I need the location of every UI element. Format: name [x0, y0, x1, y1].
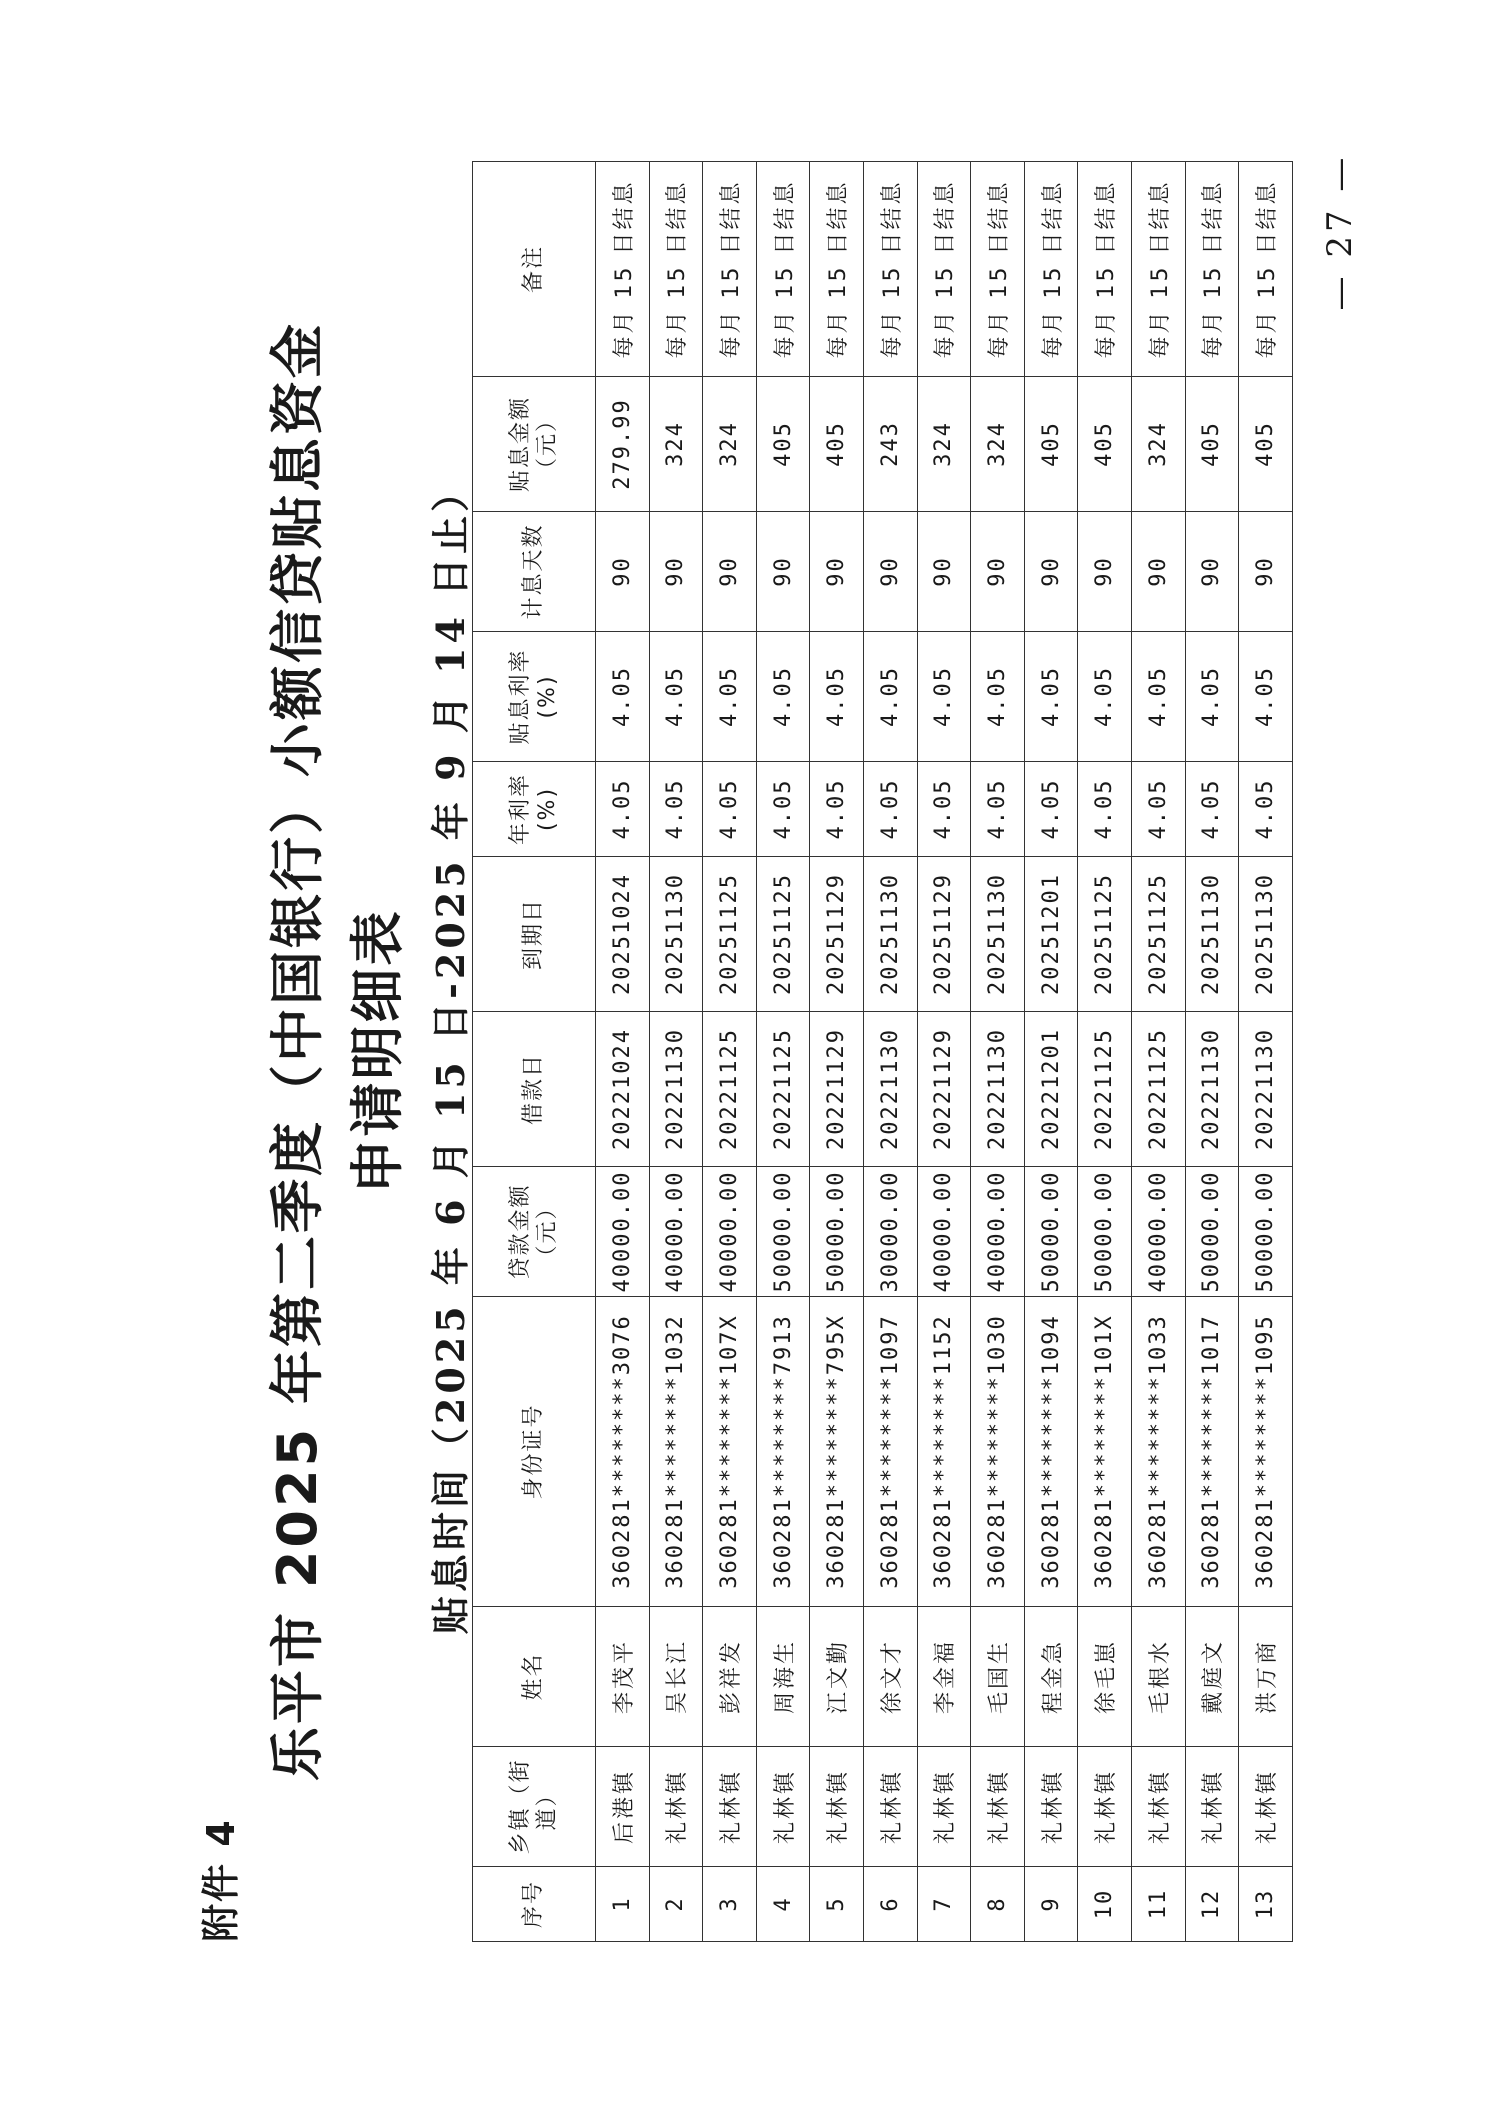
- table-cell: 405: [1024, 377, 1078, 512]
- table-cell: 礼林镇: [649, 1747, 703, 1867]
- table-cell: 7: [917, 1867, 971, 1942]
- table-row: [1024, 162, 1078, 1942]
- table-cell: 每月 15 日结息: [756, 162, 810, 377]
- table-cell: 90: [1024, 512, 1078, 632]
- table-cell: 20221125: [1078, 1012, 1132, 1167]
- table-header-row: [473, 162, 596, 1942]
- table-cell: 20251129: [917, 857, 971, 1012]
- col-header: 借款日: [473, 1012, 596, 1167]
- table-cell: 324: [917, 377, 971, 512]
- table-cell: 20221130: [1239, 1012, 1293, 1167]
- table-cell: 40000.00: [596, 1167, 650, 1297]
- table-cell: 90: [1078, 512, 1132, 632]
- table-cell: 20251129: [810, 857, 864, 1012]
- table-cell: 4.05: [756, 632, 810, 762]
- table-cell: 礼林镇: [917, 1747, 971, 1867]
- table-cell: 20251201: [1024, 857, 1078, 1012]
- table-cell: 90: [756, 512, 810, 632]
- table-row: [1239, 162, 1293, 1942]
- table-cell: 4.05: [649, 632, 703, 762]
- table-cell: 90: [971, 512, 1025, 632]
- table-row: [863, 162, 917, 1942]
- table-cell: 360281********1094: [1024, 1297, 1078, 1607]
- table-cell: 20221125: [703, 1012, 757, 1167]
- col-header: 贷款金额（元）: [473, 1167, 596, 1297]
- table-cell: 324: [703, 377, 757, 512]
- table-cell: 20221130: [863, 1012, 917, 1167]
- table-cell: 每月 15 日结息: [1131, 162, 1185, 377]
- table-row: [917, 162, 971, 1942]
- col-header: 计息天数: [473, 512, 596, 632]
- table-cell: 礼林镇: [863, 1747, 917, 1867]
- table-cell: 8: [971, 1867, 1025, 1942]
- table-cell: 每月 15 日结息: [917, 162, 971, 377]
- table-cell: 360281********1030: [971, 1297, 1025, 1607]
- table-cell: 360281********1017: [1185, 1297, 1239, 1607]
- table-cell: 20251125: [703, 857, 757, 1012]
- table-cell: 360281********1097: [863, 1297, 917, 1607]
- table-cell: 5: [810, 1867, 864, 1942]
- table-cell: 4.05: [596, 632, 650, 762]
- table-cell: 4.05: [756, 762, 810, 857]
- table-cell: 279.99: [596, 377, 650, 512]
- page-number: — 27 —: [1320, 153, 1360, 311]
- table-cell: 360281********1095: [1239, 1297, 1293, 1607]
- table-cell: 13: [1239, 1867, 1293, 1942]
- table-cell: 360281********3076: [596, 1297, 650, 1607]
- table-cell: 360281********795X: [810, 1297, 864, 1607]
- table-cell: 20221125: [1131, 1012, 1185, 1167]
- col-header: 年利率(%): [473, 762, 596, 857]
- col-header: 身份证号: [473, 1297, 596, 1607]
- table-row: [810, 162, 864, 1942]
- table-row: [756, 162, 810, 1942]
- table-cell: 4.05: [1131, 762, 1185, 857]
- table-cell: 20221125: [756, 1012, 810, 1167]
- table-cell: 11: [1131, 1867, 1185, 1942]
- subsidy-period: 贴息时间（2025 年 6 月 15 日-2025 年 9 月 14 日止）: [428, 469, 473, 1635]
- table-cell: 4.05: [1078, 762, 1132, 857]
- col-header: 贴息利率(%): [473, 632, 596, 762]
- col-header: 到期日: [473, 857, 596, 1012]
- table-cell: 每月 15 日结息: [1078, 162, 1132, 377]
- table-cell: 405: [1185, 377, 1239, 512]
- document-title-line2: 申请明细表: [346, 908, 409, 1194]
- table-row: [649, 162, 703, 1942]
- table-cell: 90: [863, 512, 917, 632]
- table-cell: 90: [810, 512, 864, 632]
- table-cell: 每月 15 日结息: [703, 162, 757, 377]
- table-cell: 4.05: [703, 762, 757, 857]
- table-cell: 20251125: [1078, 857, 1132, 1012]
- table-cell: 90: [917, 512, 971, 632]
- table-cell: 40000.00: [703, 1167, 757, 1297]
- table-cell: 20221201: [1024, 1012, 1078, 1167]
- table-cell: 吴长江: [649, 1607, 703, 1747]
- table-cell: 4.05: [703, 632, 757, 762]
- table-cell: 毛国生: [971, 1607, 1025, 1747]
- table-cell: 50000.00: [810, 1167, 864, 1297]
- table-cell: 4.05: [971, 632, 1025, 762]
- table-cell: 4.05: [917, 632, 971, 762]
- table-cell: 4.05: [1024, 632, 1078, 762]
- table-cell: 礼林镇: [1131, 1747, 1185, 1867]
- table-cell: 礼林镇: [703, 1747, 757, 1867]
- table-cell: 40000.00: [1131, 1167, 1185, 1297]
- col-header: 乡镇（街道）: [473, 1747, 596, 1867]
- table-cell: 4.05: [1185, 632, 1239, 762]
- table-cell: 4: [756, 1867, 810, 1942]
- table-cell: 360281********107X: [703, 1297, 757, 1607]
- table-cell: 4.05: [1078, 632, 1132, 762]
- table-cell: 4.05: [1185, 762, 1239, 857]
- table-cell: 后港镇: [596, 1747, 650, 1867]
- table-cell: 李茂平: [596, 1607, 650, 1747]
- table-cell: 6: [863, 1867, 917, 1942]
- table-cell: 礼林镇: [1078, 1747, 1132, 1867]
- table-cell: 90: [1239, 512, 1293, 632]
- document-title: 乐平市 2025 年第二季度（中国银行）小额信贷贴息资金: [266, 321, 329, 1781]
- table-cell: 每月 15 日结息: [863, 162, 917, 377]
- table-cell: 礼林镇: [756, 1747, 810, 1867]
- table-cell: 20221024: [596, 1012, 650, 1167]
- table-cell: 12: [1185, 1867, 1239, 1942]
- table-cell: 江文勤: [810, 1607, 864, 1747]
- table-cell: 360281********1032: [649, 1297, 703, 1607]
- table-cell: 4.05: [971, 762, 1025, 857]
- table-cell: 每月 15 日结息: [1024, 162, 1078, 377]
- table-cell: 3: [703, 1867, 757, 1942]
- table-cell: 礼林镇: [971, 1747, 1025, 1867]
- table-row: [1131, 162, 1185, 1942]
- table-cell: 50000.00: [756, 1167, 810, 1297]
- table-cell: 每月 15 日结息: [1185, 162, 1239, 377]
- table-row: [596, 162, 650, 1942]
- table-cell: 4.05: [1239, 632, 1293, 762]
- table-cell: 360281********1152: [917, 1297, 971, 1607]
- table-cell: 50000.00: [1239, 1167, 1293, 1297]
- table-row: [971, 162, 1025, 1942]
- table-cell: 20221129: [917, 1012, 971, 1167]
- table-cell: 40000.00: [971, 1167, 1025, 1297]
- table-cell: 405: [756, 377, 810, 512]
- table-cell: 洪万商: [1239, 1607, 1293, 1747]
- table-cell: 20221130: [971, 1012, 1025, 1167]
- annex-label: 附件 4: [199, 1818, 243, 1942]
- table-cell: 405: [810, 377, 864, 512]
- table-cell: 周海生: [756, 1607, 810, 1747]
- table-cell: 405: [1078, 377, 1132, 512]
- table-cell: 程金急: [1024, 1607, 1078, 1747]
- table-cell: 50000.00: [1185, 1167, 1239, 1297]
- col-header: 姓名: [473, 1607, 596, 1747]
- table-cell: 360281********7913: [756, 1297, 810, 1607]
- table-cell: 10: [1078, 1867, 1132, 1942]
- table-row: [1185, 162, 1239, 1942]
- table-cell: 2: [649, 1867, 703, 1942]
- table-cell: 4.05: [863, 632, 917, 762]
- table-cell: 9: [1024, 1867, 1078, 1942]
- table-cell: 50000.00: [1024, 1167, 1078, 1297]
- table-cell: 40000.00: [917, 1167, 971, 1297]
- table-cell: 360281********101X: [1078, 1297, 1132, 1607]
- table-cell: 324: [971, 377, 1025, 512]
- table-cell: 彭祥发: [703, 1607, 757, 1747]
- table-cell: 每月 15 日结息: [649, 162, 703, 377]
- table-cell: 20221130: [649, 1012, 703, 1167]
- table-cell: 礼林镇: [1185, 1747, 1239, 1867]
- table-cell: 405: [1239, 377, 1293, 512]
- table-cell: 20251130: [971, 857, 1025, 1012]
- table-cell: 20251125: [1131, 857, 1185, 1012]
- table-cell: 50000.00: [1078, 1167, 1132, 1297]
- table-cell: 4.05: [917, 762, 971, 857]
- table-cell: 90: [703, 512, 757, 632]
- table-cell: 4.05: [649, 762, 703, 857]
- table-cell: 毛根水: [1131, 1607, 1185, 1747]
- table-cell: 1: [596, 1867, 650, 1942]
- col-header: 贴息金额（元）: [473, 377, 596, 512]
- table-cell: 243: [863, 377, 917, 512]
- table-cell: 90: [596, 512, 650, 632]
- table-cell: 徐文才: [863, 1607, 917, 1747]
- table-cell: 每月 15 日结息: [810, 162, 864, 377]
- subsidy-detail-table: [472, 161, 1293, 1942]
- table-cell: 30000.00: [863, 1167, 917, 1297]
- table-cell: 20221129: [810, 1012, 864, 1167]
- table-cell: 360281********1033: [1131, 1297, 1185, 1607]
- table-cell: 20251130: [1185, 857, 1239, 1012]
- table-cell: 90: [1185, 512, 1239, 632]
- table-cell: 324: [1131, 377, 1185, 512]
- table-cell: 20221130: [1185, 1012, 1239, 1167]
- table-cell: 20251125: [756, 857, 810, 1012]
- table-cell: 324: [649, 377, 703, 512]
- table-cell: 4.05: [810, 762, 864, 857]
- table-row: [1078, 162, 1132, 1942]
- table-cell: 礼林镇: [1239, 1747, 1293, 1867]
- table-cell: 4.05: [1024, 762, 1078, 857]
- table-cell: 每月 15 日结息: [1239, 162, 1293, 377]
- table-body: [596, 162, 1293, 1942]
- table-cell: 20251130: [863, 857, 917, 1012]
- table-cell: 礼林镇: [810, 1747, 864, 1867]
- col-header: 序号: [473, 1867, 596, 1942]
- table-cell: 4.05: [1131, 632, 1185, 762]
- table-cell: 礼林镇: [1024, 1747, 1078, 1867]
- table-cell: 4.05: [810, 632, 864, 762]
- table-cell: 40000.00: [649, 1167, 703, 1297]
- col-header: 备注: [473, 162, 596, 377]
- table-cell: 李金福: [917, 1607, 971, 1747]
- table-cell: 4.05: [1239, 762, 1293, 857]
- table-cell: 4.05: [863, 762, 917, 857]
- table-cell: 戴庭文: [1185, 1607, 1239, 1747]
- table-cell: 20251024: [596, 857, 650, 1012]
- table-cell: 4.05: [596, 762, 650, 857]
- table-cell: 90: [649, 512, 703, 632]
- table-cell: 每月 15 日结息: [596, 162, 650, 377]
- table-cell: 20251130: [1239, 857, 1293, 1012]
- table-cell: 20251130: [649, 857, 703, 1012]
- table-cell: 每月 15 日结息: [971, 162, 1025, 377]
- table-cell: 徐毛崽: [1078, 1607, 1132, 1747]
- table-cell: 90: [1131, 512, 1185, 632]
- table-row: [703, 162, 757, 1942]
